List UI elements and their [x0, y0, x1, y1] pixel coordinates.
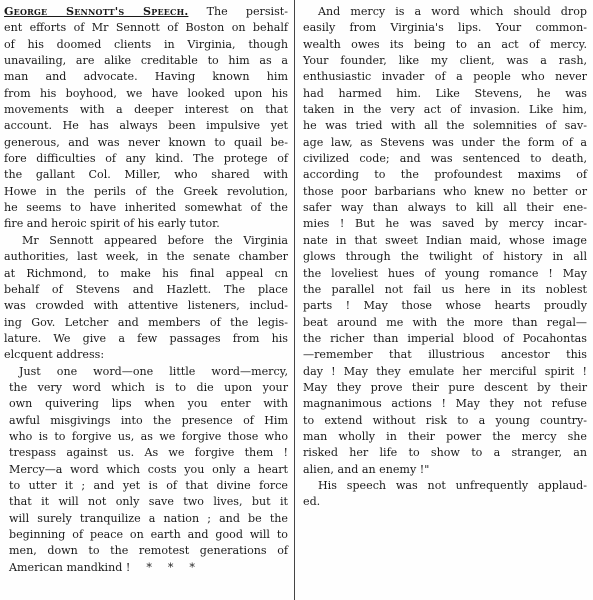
quote-line: that it will not only save two lives, but it [9, 495, 288, 509]
quote-line: glows through the twilight of history in all [303, 250, 587, 264]
text-line: fore difficulties of any kind. The protege of [4, 152, 288, 166]
text-line: elcquent address: [4, 348, 105, 362]
quote-line: Your founder, like my client, was a rash, [303, 54, 587, 68]
quote-line: he was tried with all the solemnities of sav- [303, 119, 587, 133]
text-line: man and advocate. Having known him [4, 70, 288, 84]
right-column [303, 4, 587, 511]
text-line: authorities, last week, in the senate chamber [4, 250, 288, 264]
text-line: from his boyhood, we have looked upon his [4, 86, 288, 100]
quote-line: —remember that illustrious ancestor this [303, 348, 587, 362]
text-line: account. He has always been impulsive yet [4, 119, 288, 133]
quote-line: day ! May they emulate her merciful spirit ! [303, 364, 587, 378]
quote-line: to utter it ; and yet is of that divine force [9, 478, 288, 492]
quote-line: to extend without risk to a young country- [303, 413, 587, 427]
quote-line: awful misgivings into the presence of Him [9, 413, 288, 427]
quote-line: who is to forgive us, as we forgive those who [9, 429, 288, 443]
text-line: ent efforts of Mr Sennott of Boston on behalf [4, 21, 288, 35]
text-line: he seems to have inherited somewhat of the [4, 201, 288, 215]
text-line: at Richmond, to make his final appeal cn [4, 266, 288, 280]
quote-last-line [4, 560, 288, 576]
article-first-line [4, 4, 288, 20]
text-line: ed. [303, 495, 321, 509]
quote-line: safer way than always to kill all their ene- [303, 201, 587, 215]
text-line: lature. We give a few passages from his [4, 331, 288, 345]
text-line: Mr Sennott appeared before the Virginia [22, 233, 288, 247]
star-separator: * [146, 560, 152, 574]
quote-line: according to the profoundest maxims of [303, 168, 587, 182]
quote-line: enthusiastic invader of a people who never [303, 70, 587, 84]
quote-line: own quivering lips when you enter with [9, 397, 288, 411]
star-separator: * [167, 560, 174, 574]
quote-line: the very word which is to die upon your [9, 380, 288, 394]
quote-line: parts ! May those whose hearts proudly [303, 299, 587, 313]
quote-line: age law, as Stevens was under the form of a [303, 135, 587, 149]
text-line: unavailing, are alike creditable to him as a [4, 54, 288, 68]
quote-line: wealth owes its being to an act of mercy. [303, 37, 587, 51]
quote-line: risked her life to show to a stranger, an [303, 446, 587, 460]
quote-line: May they prove their pure descent by their [303, 380, 587, 394]
quote-line: men, down to the remotest generations of [9, 544, 288, 558]
text-line: fire and heroic spirit of his early tutor. [4, 217, 220, 231]
quote-line: magnanimous actions ! May they not refuse [303, 397, 587, 411]
quote-line: trespass against us. As we forgive them ! [9, 446, 288, 460]
quote-line: alien, and an enemy !" [303, 462, 430, 476]
text-line: was crowded with attentive listeners, includ- [4, 299, 288, 313]
quote-line: beat around me with the more than regal— [303, 315, 587, 329]
text-line: movements with a deeper interest on that [4, 103, 288, 117]
left-column [4, 4, 288, 576]
text-line: behalf of Stevens and Hazlett. The place [4, 282, 288, 296]
text-line: generous, and was never known to quail be- [4, 135, 288, 149]
text-line: of his doomed clients in Virginia, though [4, 37, 288, 51]
quote-line: man wholly in their power the mercy she [303, 429, 587, 443]
text-line: The persist- [206, 5, 288, 18]
text-line: His speech was not unfrequently applaud- [318, 478, 587, 492]
column-divider [294, 0, 295, 600]
quote-line: the loveliest hues of young romance ! May [303, 266, 587, 280]
quote-line: Mercy—a word which costs you only a heart [9, 462, 288, 476]
quote-line: had harmed him. Like Stevens, he was [303, 86, 587, 100]
text-line: the gallant Col. Miller, who shared with [4, 168, 288, 182]
quote-line: easily from Virginia's lips. Your common- [303, 21, 587, 35]
quote-line: civilized code; and was sentenced to death, [303, 152, 587, 166]
quote-line: Just one word—one little word—mercy, [19, 364, 288, 378]
quote-line: mies ! But he was saved by mercy incar- [303, 217, 587, 231]
quote-line: beginning of peace on earth and good will to [9, 528, 288, 541]
quote-line: will surely tranquilize a nation ; and be the [9, 511, 288, 525]
headline: George Sennott's Speech. [4, 5, 189, 18]
quote-line: the parallel not fail us here in its noblest [303, 282, 587, 296]
text-line: American mandkind ! [9, 560, 131, 574]
quote-line: And mercy is a word which should drop [318, 5, 587, 18]
quote-line: the richer than imperial blood of Pocahontas [303, 331, 587, 345]
quote-line: nate in that sweet Indian maid, whose image [303, 233, 587, 247]
star-separator: * [189, 560, 195, 574]
text-line: Howe in the perils of the Greek revolution, [4, 184, 288, 198]
quote-line: taken in the very act of invasion. Like him, [303, 103, 587, 117]
text-line: ing Gov. Letcher and members of the legis- [4, 315, 288, 329]
quote-line: those poor barbarians who knew no better or [303, 184, 587, 198]
